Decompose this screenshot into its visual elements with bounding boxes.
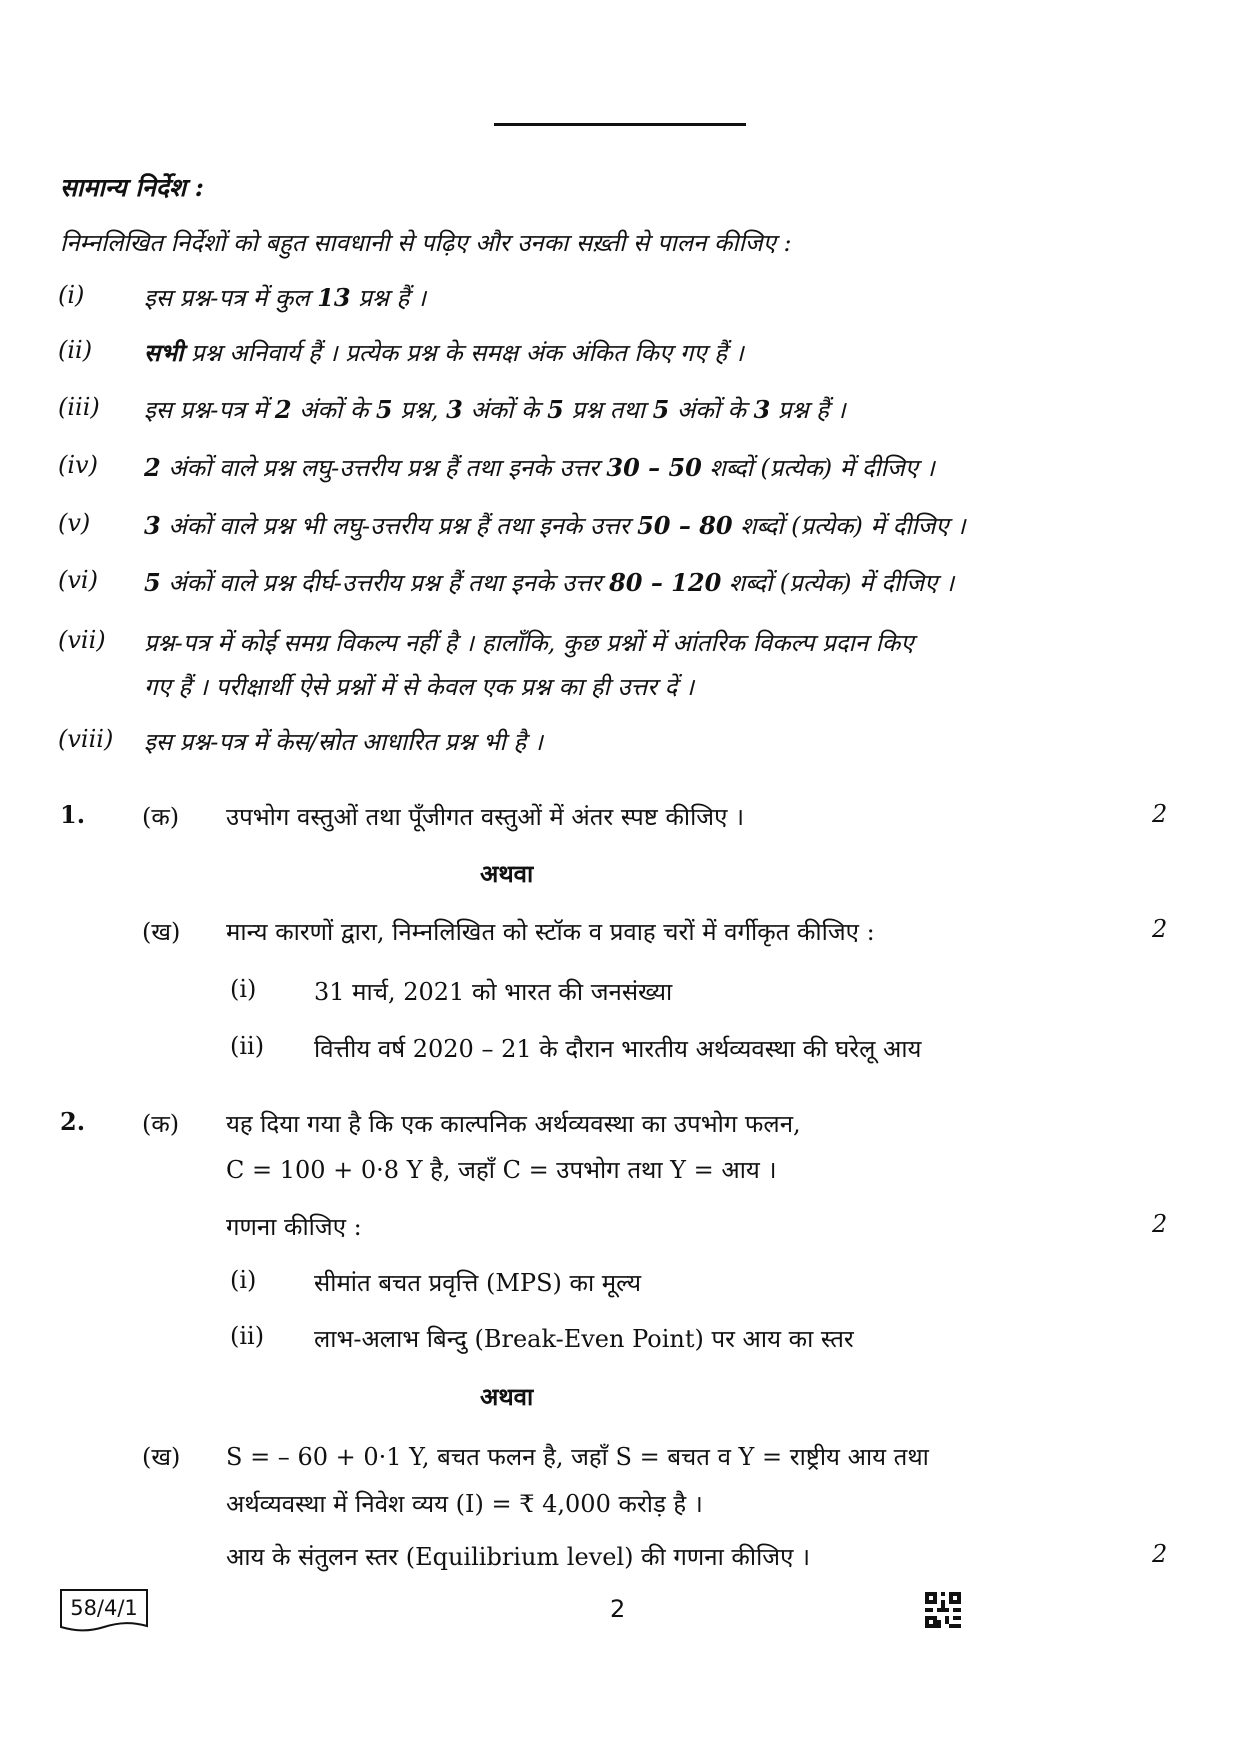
instruction-number: (iii) <box>58 393 100 421</box>
sub-label: (क) <box>142 1110 180 1138</box>
instruction-number: (i) <box>58 281 85 309</box>
paper-code-badge <box>58 1588 150 1632</box>
part-text: वित्तीय वर्ष 2020 – 21 के दौरान भारतीय अर्थव्यवस्था की घरेलू आय <box>314 1035 922 1063</box>
sub-label: (क) <box>142 803 180 831</box>
question-text: आय के संतुलन स्तर (Equilibrium level) की गणना कीजिए । <box>226 1543 811 1571</box>
part-text: लाभ-अलाभ बिन्दु (Break-Even Point) पर आय का स्तर <box>314 1325 854 1353</box>
question-text: यह दिया गया है कि एक काल्पनिक अर्थव्यवस्था का उपभोग फलन, <box>226 1110 801 1138</box>
sub-label: (ख) <box>142 1443 181 1471</box>
question-text: गणना कीजिए : <box>226 1213 362 1241</box>
or-separator: अथवा <box>480 859 534 888</box>
instruction-number: (v) <box>58 509 91 537</box>
question-text: C = 100 + 0·8 Y है, जहाँ C = उपभोग तथा Y = आय । <box>226 1156 777 1184</box>
instruction-number: (vii) <box>58 626 106 654</box>
exam-page: सामान्य निर्देश : निम्नलिखित निर्देशों को बहुत सावधानी से पढ़िए और उनका सख़्ती से पालन कीजिए : (i) इस प्रश्न-पत्र में कुल 13 प्रश्न हैं । (ii) सभी प्रश्न अनिवार्य हैं । प्रत्येक प्रश्न के समक्ष अंक अंकित किए गए हैं । (iii) इस प्रश्न-पत्र में 2 अंकों के 5 प्रश्न, 3 अंकों के 5 प्रश्न तथा 5 अंकों के 3 प्रश्न हैं । (iv) 2 अंकों वाले प्रश्न लघु-उत्तरीय प्रश्न हैं तथा इनके उत्तर 30 – 50 शब्दों (प्रत्येक) में दीजिए । (v) 3 अंकों वाले प्रश्न भी लघु-उत्तरीय प्रश्न हैं तथा इनके उत्तर 50 – 80 शब्दों (प्रत्येक) में दीजिए । (vi) 5 अंकों वाले प्रश्न दीर्घ-उत्तरीय प्रश्न हैं तथा इनके उत्तर 80 – 120 शब्दों (प्रत्येक) में दीजिए । (vii) प्रश्न-पत्र में कोई समग्र विकल्प नहीं है । हालाँकि, कुछ प्रश्नों में आंतरिक विकल्प प्रदान किए गए हैं । परीक्षार्थी ऐसे प्रश्नों में से केवल एक प्रश्न का ही उत्तर दें । (viii) इस प्रश्न-पत्र में केस/स्रोत आधारित प्रश्न भी है । 1. (क) उपभोग वस्तुओं तथा पूँजीगत वस्तुओं में अंतर स्पष्ट कीजिए । 2 अथवा (ख) मान्य कारणों द्वारा, निम्नलिखित को स्टॉक व प्रवाह चरों में वर्गीकृत कीजिए : 2 (i) 31 मार्च, 2021 को भारत की जनसंख्या (ii) वित्तीय वर्ष 2020 – 21 के दौरान भारतीय अर्थव्यवस्था की घरेलू आय 2. (क) यह दिया गया है कि एक काल्पनिक अर्थव्यवस्था का उपभोग फलन, C = 100 + 0·8 Y है, जहाँ C = उपभोग तथा Y = आय । गणना कीजिए : 2 (i) सीमांत बचत प्रवृत्ति (MPS) का मूल्य (ii) लाभ-अलाभ बिन्दु (Break-Even Point) पर आय का स्तर अथवा (ख) S = – 60 + 0·1 Y, बचत फलन है, जहाँ S = बचत व Y = राष्ट्रीय आय तथा अर्थव्यवस्था में निवेश व्यय (I) = ₹ 4,000 करोड़ है । आय के संतुलन स्तर (Equilibrium level) की गणना कीजिए । 2 58/4/1 2 <box>0 0 1241 1755</box>
part-label: (i) <box>230 1266 257 1294</box>
part-text: सीमांत बचत प्रवृत्ति (MPS) का मूल्य <box>314 1269 642 1297</box>
question-text: उपभोग वस्तुओं तथा पूँजीगत वस्तुओं में अंतर स्पष्ट कीजिए । <box>226 803 745 831</box>
part-label: (ii) <box>230 1322 265 1350</box>
question-text: अर्थव्यवस्था में निवेश व्यय (I) = ₹ 4,000 करोड़ है । <box>226 1490 703 1518</box>
part-text: 31 मार्च, 2021 को भारत की जनसंख्या <box>314 978 673 1006</box>
sub-label: (ख) <box>142 918 181 946</box>
general-instructions-intro: निम्नलिखित निर्देशों को बहुत सावधानी से पढ़िए और उनका सख़्ती से पालन कीजिए : <box>60 229 792 257</box>
or-separator: अथवा <box>480 1382 534 1411</box>
question-number: 2. <box>60 1107 86 1136</box>
instruction-number: (viii) <box>58 725 114 753</box>
marks: 2 <box>1152 800 1168 828</box>
question-text: मान्य कारणों द्वारा, निम्नलिखित को स्टॉक व प्रवाह चरों में वर्गीकृत कीजिए : <box>226 918 875 946</box>
marks: 2 <box>1152 1540 1168 1568</box>
part-label: (ii) <box>230 1032 265 1060</box>
instruction-number: (vi) <box>58 566 98 594</box>
question-number: 1. <box>60 800 86 829</box>
paper-code: 58/4/1 <box>70 1596 138 1620</box>
part-label: (i) <box>230 975 257 1003</box>
qr-code-icon <box>925 1592 961 1628</box>
marks: 2 <box>1152 915 1168 943</box>
instruction-number: (iv) <box>58 451 98 479</box>
general-instructions-title: सामान्य निर्देश : <box>60 173 204 202</box>
question-text: S = – 60 + 0·1 Y, बचत फलन है, जहाँ S = बचत व Y = राष्ट्रीय आय तथा <box>226 1443 929 1471</box>
top-divider <box>494 123 746 126</box>
marks: 2 <box>1152 1210 1168 1238</box>
page-number: 2 <box>610 1595 626 1623</box>
instruction-number: (ii) <box>58 336 93 364</box>
